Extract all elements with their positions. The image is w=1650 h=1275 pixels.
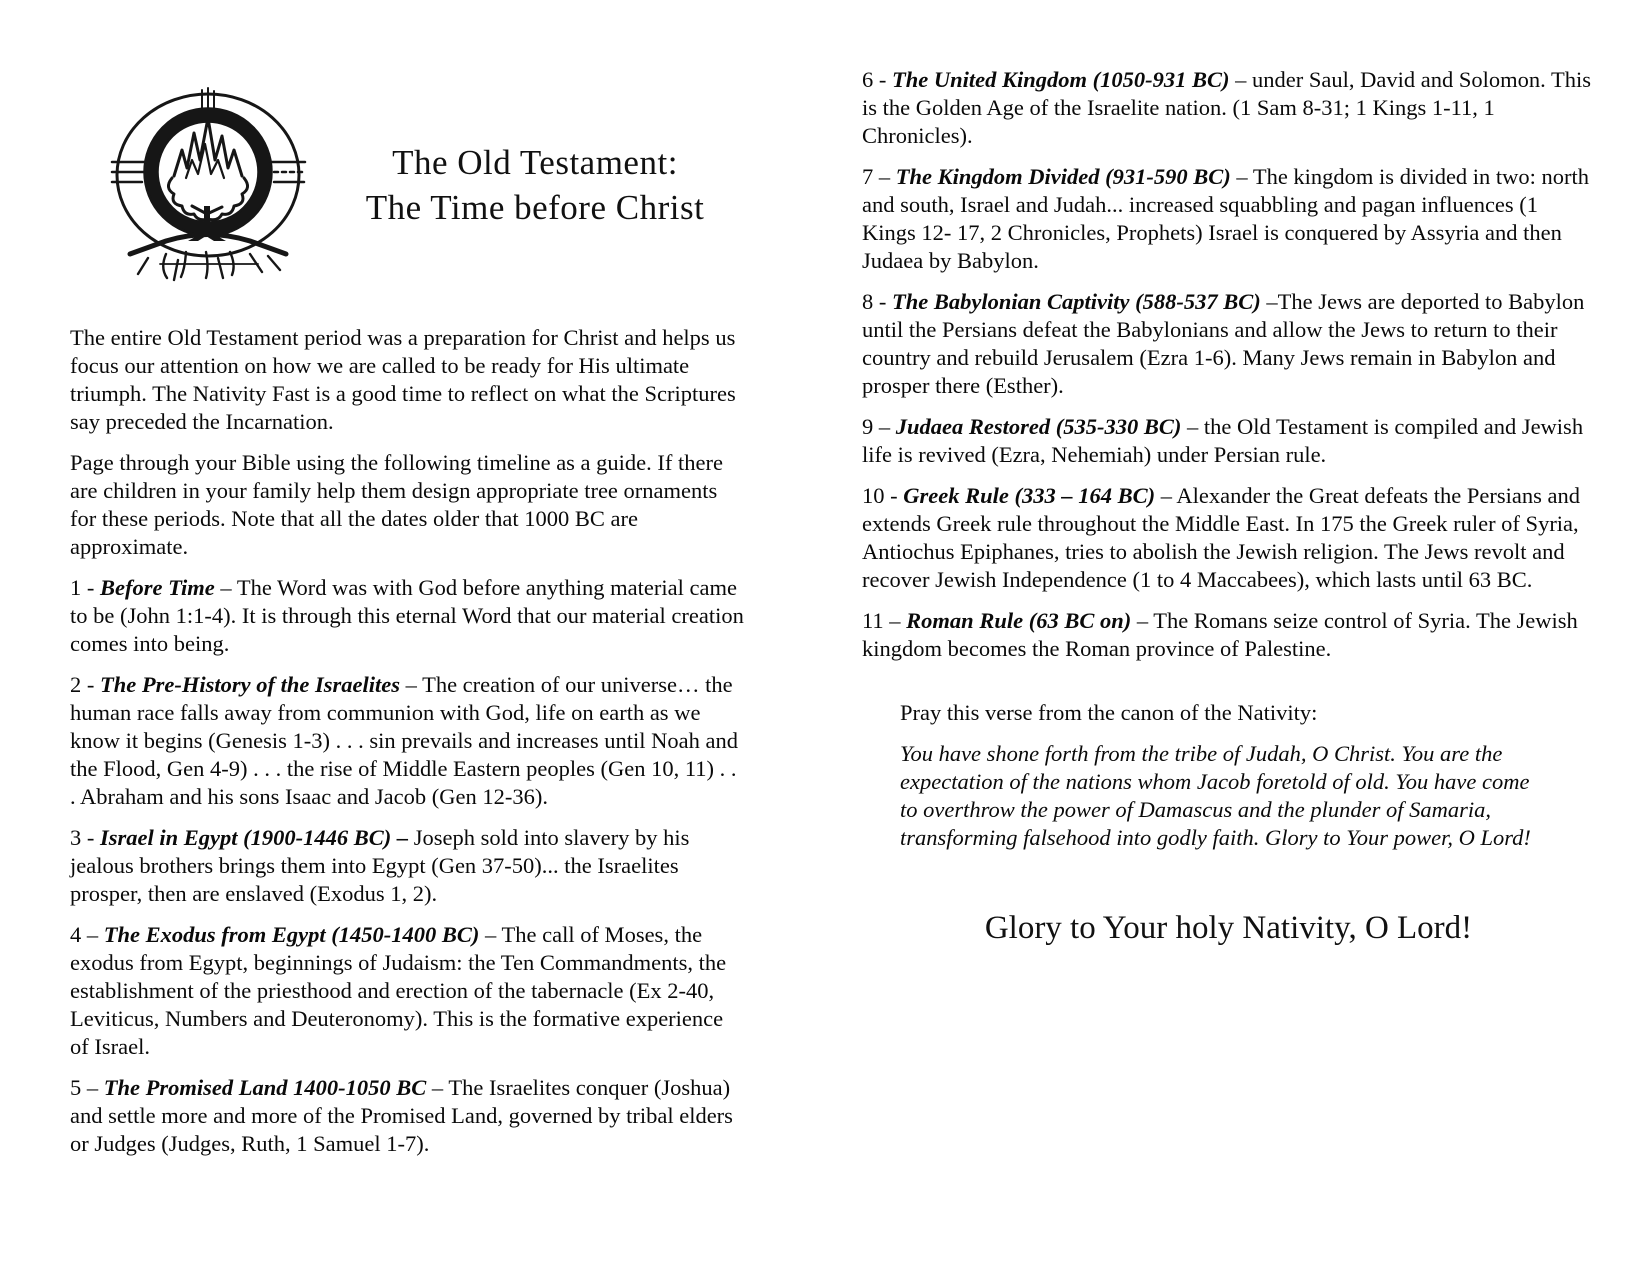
item-title: The United Kingdom (1050-931 BC) — [892, 67, 1230, 92]
item-text: – The kingdom is divided in two: north and south, Israel and Judah... increased squabbling and pagan influences (1 Kings 12- 17, 2 Chronicles, Prophets) Israel is conquered by Assyria and then Judaea by Babylon. — [862, 164, 1590, 273]
item-title: Israel in Egypt (1900-1446 BC) – — [100, 825, 409, 850]
document-header — [70, 82, 744, 288]
item-title: Judaea Restored (535-330 BC) — [895, 414, 1182, 439]
item-title: Greek Rule (333 – 164 BC) — [903, 483, 1156, 508]
timeline-item-1 — [70, 574, 744, 658]
item-text: – under Saul, David and Solomon. This is the Golden Age of the Israelite nation. (1 Sam 8-31; 1 Kings 1-11, 1 Chronicles). — [862, 67, 1591, 148]
prayer-verse: You have shone forth from the tribe of Judah, O Christ. You are the expectation of the nations whom Jacob foretold of old. You have come to overthrow the power of Damascus and the plunder of Samaria, transforming falsehood into godly faith. Glory to Your power, O Lord! — [900, 741, 1531, 850]
item-title: Roman Rule (63 BC on) — [906, 608, 1132, 633]
item-number: 11 – — [862, 608, 907, 633]
item-title: The Exodus from Egypt (1450-1400 BC) — [103, 922, 480, 947]
item-title: The Babylonian Captivity (588-537 BC) — [892, 289, 1261, 314]
timeline-item-4 — [70, 921, 744, 1061]
timeline-item-6 — [862, 66, 1595, 150]
item-number: 5 – — [70, 1075, 104, 1100]
item-text: – The creation of our universe… the human race falls away from communion with God, life on earth as we know it begins (Genesis 1-3) . . . sin prevails and increases until Noah and the Flood, Gen 4-9) . . . the rise of Middle Eastern peoples (Gen 10, 11) . . . Abraham and his sons Isaac and Jacob (Gen 12-36). — [70, 672, 738, 809]
item-number: 3 - — [70, 825, 100, 850]
item-number: 2 - — [70, 672, 100, 697]
item-text: – The call of Moses, the exodus from Egypt, beginnings of Judaism: the Ten Commandments, the establishment of the priesthood and erection of the tabernacle (Ex 2-40, Leviticus, Numbers and Deuteronomy). This is the formative experience of Israel. — [70, 922, 727, 1059]
item-title: The Kingdom Divided (931-590 BC) — [895, 164, 1231, 189]
prayer-intro: Pray this verse from the canon of the Nativity: — [900, 700, 1318, 725]
timeline-item-9 — [862, 413, 1595, 469]
item-number: 10 - — [862, 483, 904, 508]
timeline-item-8 — [862, 288, 1595, 400]
timeline-item-10 — [862, 482, 1595, 594]
burning-bush-icon — [108, 78, 308, 293]
left-column — [70, 82, 744, 1171]
intro-paragraph-1: The entire Old Testament period was a preparation for Christ and helps us focus our attention on how we are called to be ready for His ultimate triumph. The Nativity Fast is a good time to reflect on what the Scriptures say preceded the Incarnation. — [70, 325, 736, 434]
item-number: 9 – — [862, 414, 896, 439]
timeline-item-3 — [70, 824, 744, 908]
item-title: The Promised Land 1400-1050 BC — [103, 1075, 427, 1100]
timeline-item-5 — [70, 1074, 744, 1158]
page-title — [308, 140, 744, 230]
item-number: 4 – — [70, 922, 104, 947]
page-title-line1: The Old Testament: — [392, 143, 678, 182]
item-number: 1 - — [70, 575, 100, 600]
item-number: 7 – — [862, 164, 896, 189]
item-title: The Pre-History of the Israelites — [100, 672, 400, 697]
timeline-item-7 — [862, 163, 1595, 275]
item-text: Joseph sold into slavery by his jealous brothers brings them into Egypt (Gen 37-50)... the Israelites prosper, then are enslaved (Exodus 1, 2). — [70, 825, 690, 906]
item-number: 8 - — [862, 289, 892, 314]
right-column — [862, 66, 1595, 948]
item-text: – The Word was with God before anything material came to be (John 1:1-4). It is through this eternal Word that our material creation comes into being. — [70, 575, 744, 656]
item-text: – The Israelites conquer (Joshua) and settle more and more of the Promised Land, governed by tribal elders or Judges (Judges, Ruth, 1 Samuel 1-7). — [70, 1075, 733, 1156]
item-text: –The Jews are deported to Babylon until the Persians defeat the Babylonians and allow the Jews to return to their country and rebuild Jerusalem (Ezra 1-6). Many Jews remain in Babylon and prosper there (Esther). — [862, 289, 1585, 398]
item-text: – Alexander the Great defeats the Persians and extends Greek rule throughout the Middle East. In 175 the Greek ruler of Syria, Antiochus Epiphanes, tries to abolish the Jewish religion. The Jews revolt and recover Jewish Independence (1 to 4 Maccabees), which lasts until 63 BC. — [862, 483, 1580, 592]
timeline-item-11 — [862, 607, 1595, 663]
closing-doxology: Glory to Your holy Nativity, O Lord! — [984, 910, 1473, 946]
item-text: – The Romans seize control of Syria. The Jewish kingdom becomes the Roman province of Palestine. — [862, 608, 1578, 661]
timeline-item-2 — [70, 671, 744, 811]
intro-paragraph-2: Page through your Bible using the following timeline as a guide. If there are children in your family help them design appropriate tree ornaments for these periods. Note that all the dates older that 1000 BC are approximate. — [70, 450, 723, 559]
item-number: 6 - — [862, 67, 892, 92]
item-text: – the Old Testament is compiled and Jewish life is revived (Ezra, Nehemiah) under Persian rule. — [862, 414, 1584, 467]
page-title-line2: The Time before Christ — [365, 188, 705, 227]
item-title: Before Time — [100, 575, 215, 600]
